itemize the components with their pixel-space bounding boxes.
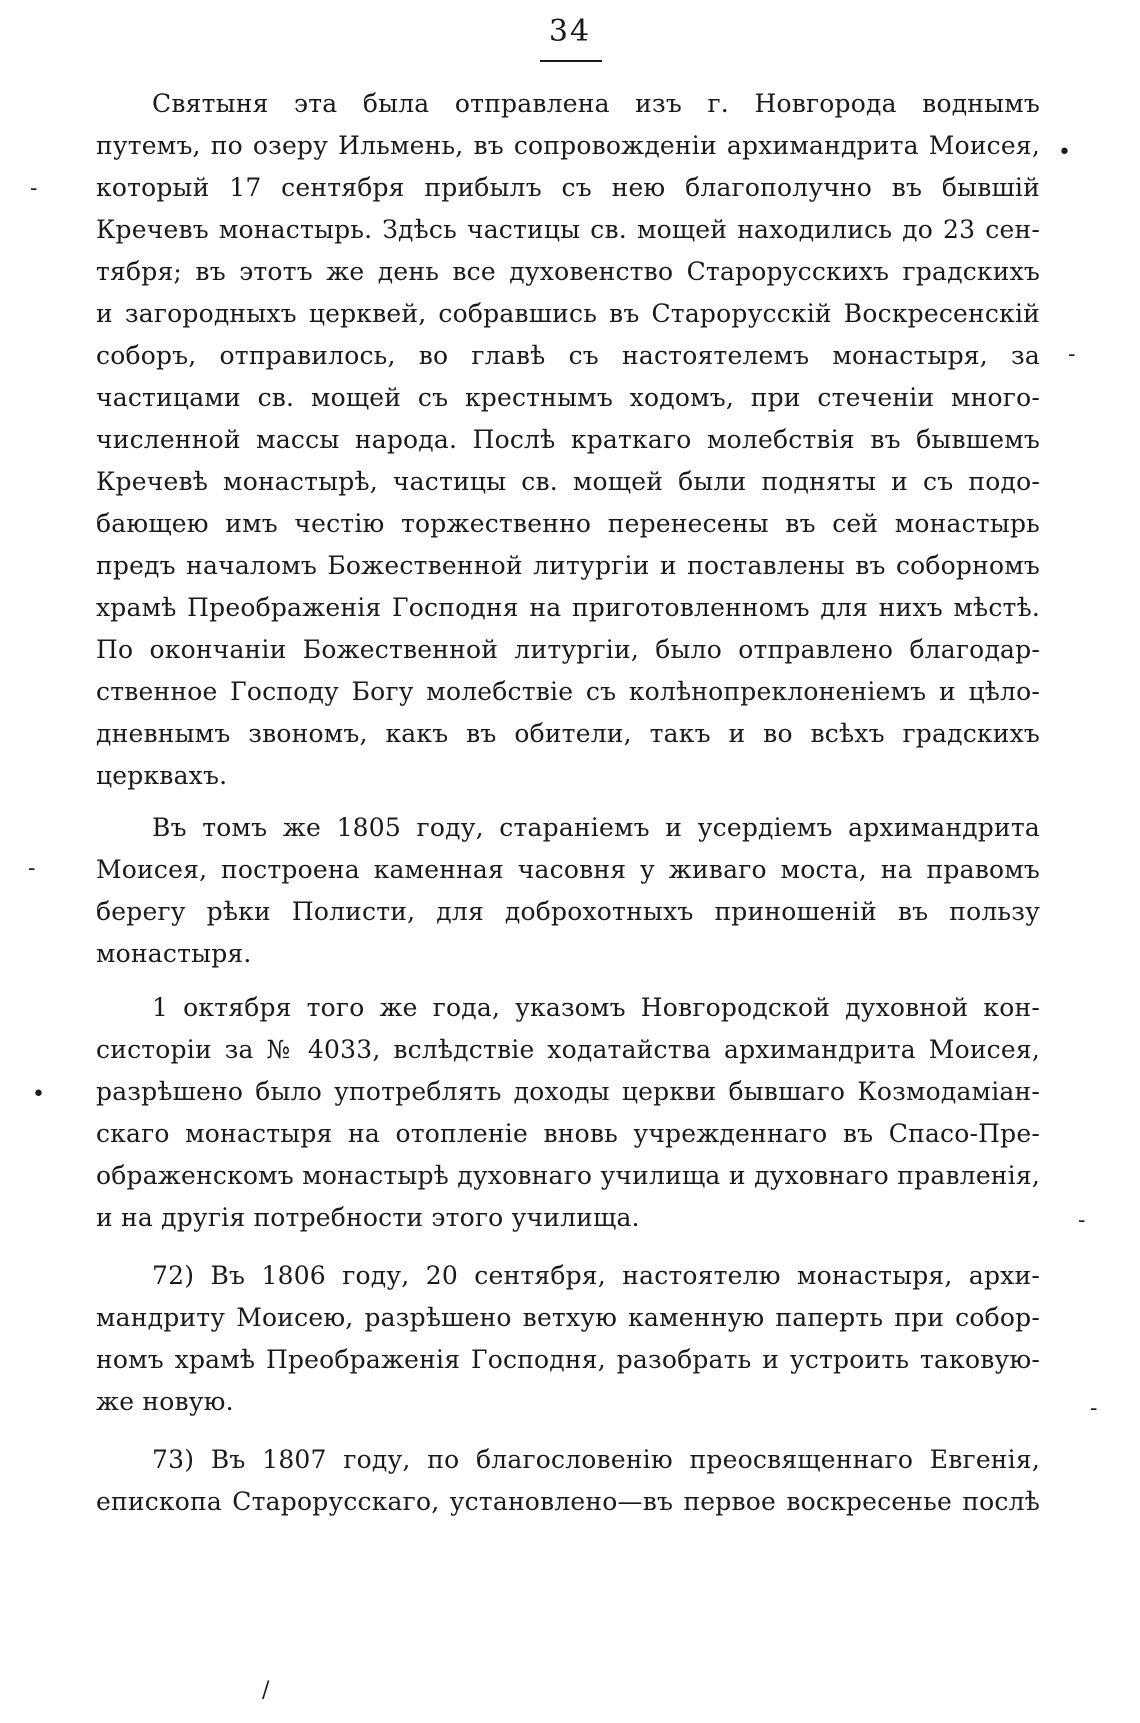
text-line: Кречевъ монастырь. Здѣсь частицы св. мощей находились до 23 сен- [96, 215, 1040, 244]
text-line: тября; въ этотъ же день все духовенство Старорусскихъ градскихъ [96, 257, 1040, 286]
text-line: соборъ, отправилось, во главѣ съ настоятелемъ монастыря, за [96, 341, 1040, 370]
text-line: номъ храмѣ Преображенія Господня, разобрать и устроить таковую- [96, 1345, 1040, 1374]
text-line: численной массы народа. Послѣ краткаго молебствія въ бывшемъ [96, 425, 1040, 454]
text-line: который 17 сентября прибылъ съ нею благополучно въ бывшій [96, 173, 1040, 202]
text-line: Кречевѣ монастырѣ, частицы св. мощей были подняты и съ подо- [96, 467, 1040, 496]
scan-speck: • [32, 1082, 45, 1107]
text-line: церквахъ. [96, 761, 228, 790]
text-line: Моисея, построена каменная часовня у живаго моста, на правомъ [96, 855, 1040, 884]
text-line: епископа Старорусскаго, установлено—въ первое воскресенье послѣ [96, 1487, 1040, 1516]
scan-speck: - [1090, 1396, 1098, 1421]
text-line: частицами св. мощей съ крестнымъ ходомъ, при стеченіи много- [96, 383, 1040, 412]
text-line: предъ началомъ Божественной литургіи и поставлены въ соборномъ [96, 551, 1040, 580]
scan-speck: - [30, 176, 38, 201]
text-line: По окончаніи Божественной литургіи, было отправлено благодар- [96, 635, 1040, 664]
text-line: же новую. [96, 1387, 234, 1416]
text-line: Святыня эта была отправлена изъ г. Новгорода воднымъ [152, 89, 1040, 118]
page-number-rule [540, 60, 602, 62]
text-line: и загородныхъ церквей, собравшись въ Старорусскій Воскресенскій [96, 299, 1040, 328]
text-line: Въ томъ же 1805 году, стараніемъ и усердіемъ архимандрита [152, 813, 1040, 842]
text-line: разрѣшено было употреблять доходы церкви бывшаго Козмодаміан- [96, 1077, 1040, 1106]
scan-speck: / [262, 1678, 270, 1703]
scan-speck: • [1058, 140, 1071, 165]
text-line: путемъ, по озеру Ильмень, въ сопровожденіи архимандрита Моисея, [96, 131, 1040, 160]
text-line: бающею имъ честію торжественно перенесены въ сей монастырь [96, 509, 1040, 538]
text-line: скаго монастыря на отопленіе вновь учрежденнаго въ Спасо-Пре- [96, 1119, 1040, 1148]
scan-speck: - [28, 856, 36, 881]
text-line: дневнымъ звономъ, какъ въ обители, такъ и во всѣхъ градскихъ [96, 719, 1040, 748]
text-line: 1 октября того же года, указомъ Новгородской духовной кон- [152, 993, 1040, 1022]
text-line: мандриту Моисею, разрѣшено ветхую каменную паперть при собор- [96, 1303, 1040, 1332]
text-line: монастыря. [96, 939, 252, 968]
text-line: и на другія потребности этого училища. [96, 1203, 640, 1232]
text-line: ображенскомъ монастырѣ духовнаго училища и духовнаго правленія, [96, 1161, 1040, 1190]
text-line: берегу рѣки Полисти, для доброхотныхъ приношеній въ пользу [96, 897, 1040, 926]
scan-speck: - [1078, 1208, 1086, 1233]
text-line: 73) Въ 1807 году, по благословенію преосвященнаго Евгенія, [152, 1445, 1040, 1474]
text-line: 72) Въ 1806 году, 20 сентября, настоятелю монастыря, архи- [152, 1261, 1040, 1290]
scan-speck: - [1068, 342, 1076, 367]
text-line: ственное Господу Богу молебствіе съ колѣнопреклоненіемъ и цѣло- [96, 677, 1040, 706]
text-line: храмѣ Преображенія Господня на приготовленномъ для нихъ мѣстѣ. [96, 593, 1040, 622]
page-number: 34 [548, 14, 592, 49]
text-line: систоріи за № 4033, вслѣдствіе ходатайства архимандрита Моисея, [96, 1035, 1040, 1064]
